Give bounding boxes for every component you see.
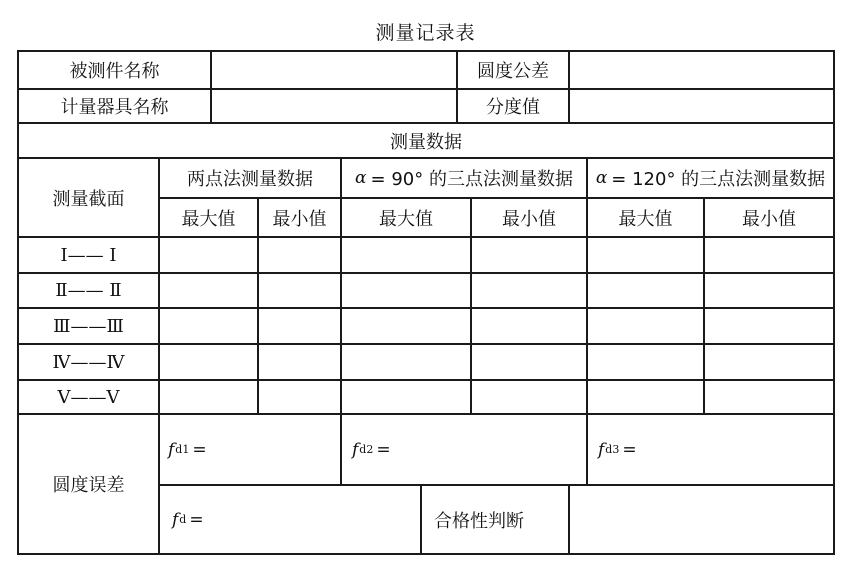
alpha-symbol: α bbox=[355, 168, 367, 188]
data-cell[interactable] bbox=[587, 380, 703, 413]
two-point-method-header: 两点法测量数据 bbox=[187, 169, 313, 190]
fd2-equals: = bbox=[376, 439, 391, 460]
fd1-field[interactable] bbox=[168, 415, 338, 484]
roundness-tolerance-field[interactable] bbox=[570, 52, 833, 88]
three-point-90-max-header: 最大值 bbox=[379, 208, 433, 230]
data-cell[interactable] bbox=[587, 344, 703, 379]
three-point-120-max-header: 最大值 bbox=[618, 208, 673, 230]
data-cell[interactable] bbox=[159, 380, 257, 413]
fd-field[interactable] bbox=[172, 486, 418, 553]
judgement-label: 合格性判断 bbox=[434, 510, 524, 532]
data-cell[interactable] bbox=[258, 237, 340, 272]
data-cell[interactable] bbox=[471, 237, 586, 272]
data-cell[interactable] bbox=[159, 308, 257, 343]
data-cell[interactable] bbox=[587, 308, 703, 343]
three-point-120-text: = 120° 的三点法测量数据 bbox=[611, 169, 826, 190]
part-name-label: 被测件名称 bbox=[69, 61, 160, 82]
data-cell[interactable] bbox=[258, 308, 340, 343]
part-name-field[interactable] bbox=[212, 52, 456, 88]
fd3-subscript: d3 bbox=[605, 443, 620, 456]
fd-equals: = bbox=[189, 509, 204, 530]
data-cell[interactable] bbox=[704, 237, 833, 272]
data-cell[interactable] bbox=[159, 237, 257, 272]
section-label-5: Ⅴ——Ⅴ bbox=[57, 386, 120, 408]
three-point-90-min-header: 最小值 bbox=[502, 208, 556, 230]
instrument-name-field[interactable] bbox=[212, 90, 456, 122]
data-cell[interactable] bbox=[587, 273, 703, 307]
fd2-f: f bbox=[352, 439, 359, 460]
fd2-subscript: d2 bbox=[359, 443, 374, 456]
section-label-2: Ⅱ—— Ⅱ bbox=[55, 280, 122, 301]
fd-subscript: d bbox=[179, 513, 187, 526]
data-cell[interactable] bbox=[704, 344, 833, 379]
fd3-f: f bbox=[598, 439, 605, 460]
section-label-3: Ⅲ——Ⅲ bbox=[53, 315, 124, 337]
alpha-symbol: α bbox=[595, 168, 608, 188]
data-cell[interactable] bbox=[258, 380, 340, 413]
data-cell[interactable] bbox=[159, 344, 257, 379]
data-cell[interactable] bbox=[341, 308, 470, 343]
data-cell[interactable] bbox=[704, 273, 833, 307]
division-value-label: 分度值 bbox=[486, 97, 540, 118]
data-section-title: 测量数据 bbox=[390, 131, 462, 153]
data-cell[interactable] bbox=[587, 237, 703, 272]
data-cell[interactable] bbox=[341, 273, 470, 307]
three-point-90-text: = 90° 的三点法测量数据 bbox=[370, 169, 573, 190]
data-cell[interactable] bbox=[258, 344, 340, 379]
judgement-field[interactable] bbox=[570, 486, 833, 553]
data-cell[interactable] bbox=[341, 237, 470, 272]
division-value-field[interactable] bbox=[570, 90, 833, 122]
fd3-equals: = bbox=[622, 439, 637, 460]
data-cell[interactable] bbox=[159, 273, 257, 307]
table-title: 测量记录表 bbox=[375, 22, 476, 44]
data-cell[interactable] bbox=[471, 308, 586, 343]
two-point-min-header: 最小值 bbox=[272, 208, 327, 230]
section-label-4: Ⅳ——Ⅳ bbox=[52, 351, 125, 373]
three-point-120-header bbox=[588, 159, 833, 197]
fd2-field[interactable] bbox=[352, 415, 584, 484]
fd3-field[interactable] bbox=[598, 415, 831, 484]
roundness-error-label: 圆度误差 bbox=[52, 475, 125, 496]
data-cell[interactable] bbox=[341, 344, 470, 379]
data-cell[interactable] bbox=[471, 273, 586, 307]
data-cell[interactable] bbox=[471, 344, 586, 379]
instrument-name-label: 计量器具名称 bbox=[60, 97, 169, 118]
fd1-f: f bbox=[168, 439, 175, 460]
data-cell[interactable] bbox=[341, 380, 470, 413]
data-cell[interactable] bbox=[471, 380, 586, 413]
section-label-1: Ⅰ—— Ⅰ bbox=[60, 244, 117, 266]
data-cell[interactable] bbox=[704, 308, 833, 343]
fd1-subscript: d1 bbox=[175, 443, 190, 456]
data-cell[interactable] bbox=[704, 380, 833, 413]
data-cell[interactable] bbox=[258, 273, 340, 307]
two-point-max-header: 最大值 bbox=[181, 208, 236, 230]
roundness-tolerance-label: 圆度公差 bbox=[477, 61, 549, 82]
fd1-equals: = bbox=[192, 439, 207, 460]
three-point-90-header bbox=[342, 159, 586, 197]
section-column-header: 测量截面 bbox=[52, 188, 125, 210]
three-point-120-min-header: 最小值 bbox=[742, 208, 796, 230]
fd-f: f bbox=[172, 509, 179, 530]
